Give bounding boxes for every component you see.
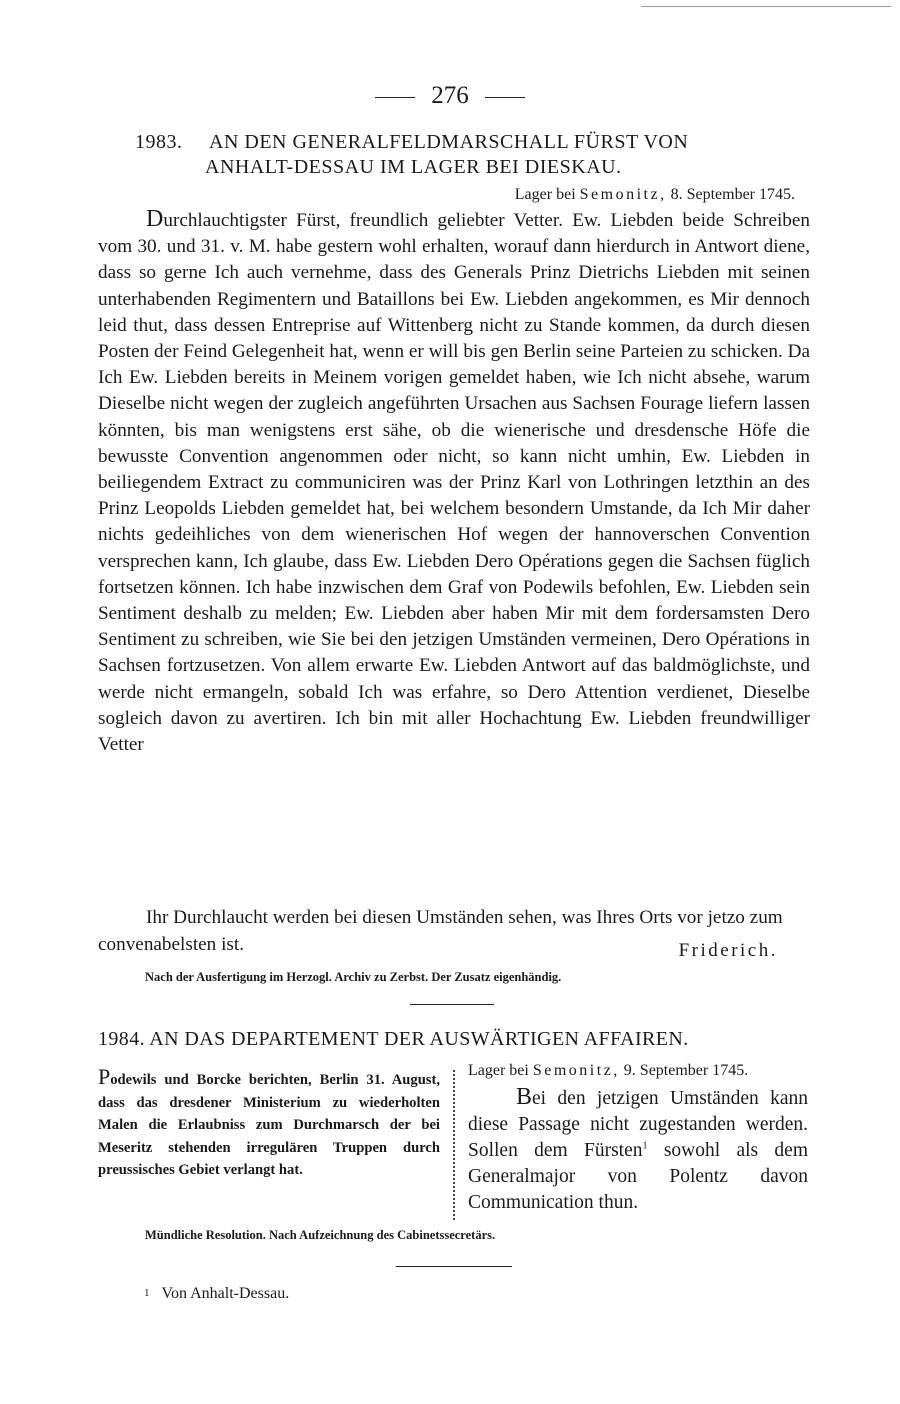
dateline-prefix: Lager bei — [468, 1062, 529, 1079]
letter-1984-summary — [98, 1066, 440, 1182]
letter-1984-dateline — [468, 1062, 808, 1080]
column-divider — [453, 1070, 455, 1220]
resolution-initial-letter: B — [516, 1084, 533, 1110]
resolution-text-part2: sowohl als dem Generalmajor von Polentz davon Communication thun. — [468, 1140, 808, 1213]
dateline-prefix: Lager bei — [514, 186, 576, 203]
letter-1983-title-line2: ANHALT-DESSAU IM LAGER BEI DIESKAU. — [205, 156, 622, 178]
page-number-dash-left — [375, 97, 415, 98]
letter-1984-heading: 1984. AN DAS DEPARTEMENT DER AUSWÄRTIGEN AFFAIREN. — [98, 1028, 689, 1050]
letter-1983-body — [98, 206, 810, 758]
footnote-mark: 1 — [144, 1287, 150, 1299]
footnote-text: Von Anhalt-Dessau. — [161, 1285, 290, 1302]
top-edge-rule — [641, 6, 891, 7]
page-number-dash-right — [485, 97, 525, 98]
summary-initial-letter: P — [98, 1064, 111, 1089]
page-number-text: 276 — [431, 82, 469, 109]
footnote — [144, 1285, 289, 1303]
letter-1983-number: 1983. — [135, 131, 183, 153]
signature: Friderich. — [678, 940, 778, 961]
letter-1983-source-note: Nach der Ausfertigung im Herzogl. Archiv zu Zerbst. Der Zusatz eigenhändig. — [145, 970, 562, 984]
summary-text: odewils und Borcke berichten, Berlin 31. August, dass das dresdener Ministerium zu wiederholten Malen die Erlaubniss zum Durchmarsch der bei Meseritz stehenden irregulären Truppen durch preussisches Gebiet verlangt hat. — [98, 1072, 440, 1178]
letter-1984-resolution — [468, 1062, 808, 1216]
dateline-place: Semonitz, — [579, 186, 667, 203]
resolution-text — [468, 1084, 808, 1216]
footnote-separator — [396, 1266, 512, 1267]
dateline-date: 8. September 1745. — [670, 186, 795, 203]
page-number — [0, 82, 900, 110]
dateline-date: 9. September 1745. — [623, 1062, 749, 1079]
postscript-text: Ihr Durchlaucht werden bei diesen Umständen sehen, was Ihres Orts vor jetzo zum convenabelsten ist. — [98, 907, 783, 955]
footnote-reference[interactable]: 1 — [642, 1140, 648, 1152]
letter-1984-source-note: Mündliche Resolution. Nach Aufzeichnung des Cabinetssecretärs. — [145, 1228, 496, 1242]
body-initial-letter: D — [146, 206, 164, 232]
resolution-text-part1: ei den jetzigen Umständen kann diese Passage nicht zugestanden werden. Sollen dem Fürsten — [468, 1088, 808, 1161]
dateline-place: Semonitz, — [532, 1062, 620, 1079]
letter-1983-title-line1: AN DEN GENERALFELDMARSCHALL FÜRST VON — [209, 131, 689, 153]
section-divider — [410, 1004, 494, 1005]
body-text: urchlauchtigster Fürst, freundlich geliebter Vetter. Ew. Liebden beide Schreiben vom 30. und 31. v. M. habe gestern wohl erhalten, worauf dann hierdurch in Antwort diene, dass so gerne Ich auch vernehme, dass des Generals Prinz Dietrichs Liebden mit seinen unterhabenden Regimentern und Bataillons bei Ew. Liebden angekommen, es Mir dennoch leid thut, dass dessen Entreprise auf Wittenberg nicht zu Stande kommen, da durch diesen Posten der Feind Gelegenheit hat, wenn er will bis gen Berlin seine Parteien zu schicken. Da Ich Ew. Liebden bereits in Meinem vorigen gemeldet haben, wie Ich nicht absehe, warum Dieselbe nicht wegen der zugleich angeführten Ursachen aus Sachsen Fourage liefern lassen könnten, bis man wenigstens erst sähe, ob die wienerische und dresdensche Höfe die bewusste Convention angenommen oder nicht, so kann nicht umhin, Ew. Liebden in beiliegendem Extract zu communiciren was der Prinz Karl von Lothringen letzthin an des Prinz Leopolds Liebden gemeldet hat, bei welchem besondern Umstande, da Ich Mir daher nichts gedeihliches von dem wienerischen Hof wegen der hannoverschen Convention versprechen kann, Ich glaube, dass Ew. Liebden Dero Opérations gegen die Sachsen füglich fortsetzen können. Ich habe inzwischen dem Graf von Podewils befohlen, Ew. Liebden sein Sentiment deshalb zu melden; Ew. Liebden aber haben Mir mit dem fordersamsten Dero Sentiment zu schreiben, wie Sie bei den jetzigen Umständen vermeinen, Dero Opérations in Sachsen fortzusetzen. Von allem erwarte Ew. Liebden Antwort auf das baldmöglichste, und werde nicht ermangeln, sobald Ich was erfahre, so Dero Attention verdienet, Dieselbe sogleich davon zu avertiren. Ich bin mit aller Hochachtung Ew. Liebden freundwilliger Vetter — [98, 210, 810, 756]
letter-1983-dateline — [515, 186, 795, 204]
